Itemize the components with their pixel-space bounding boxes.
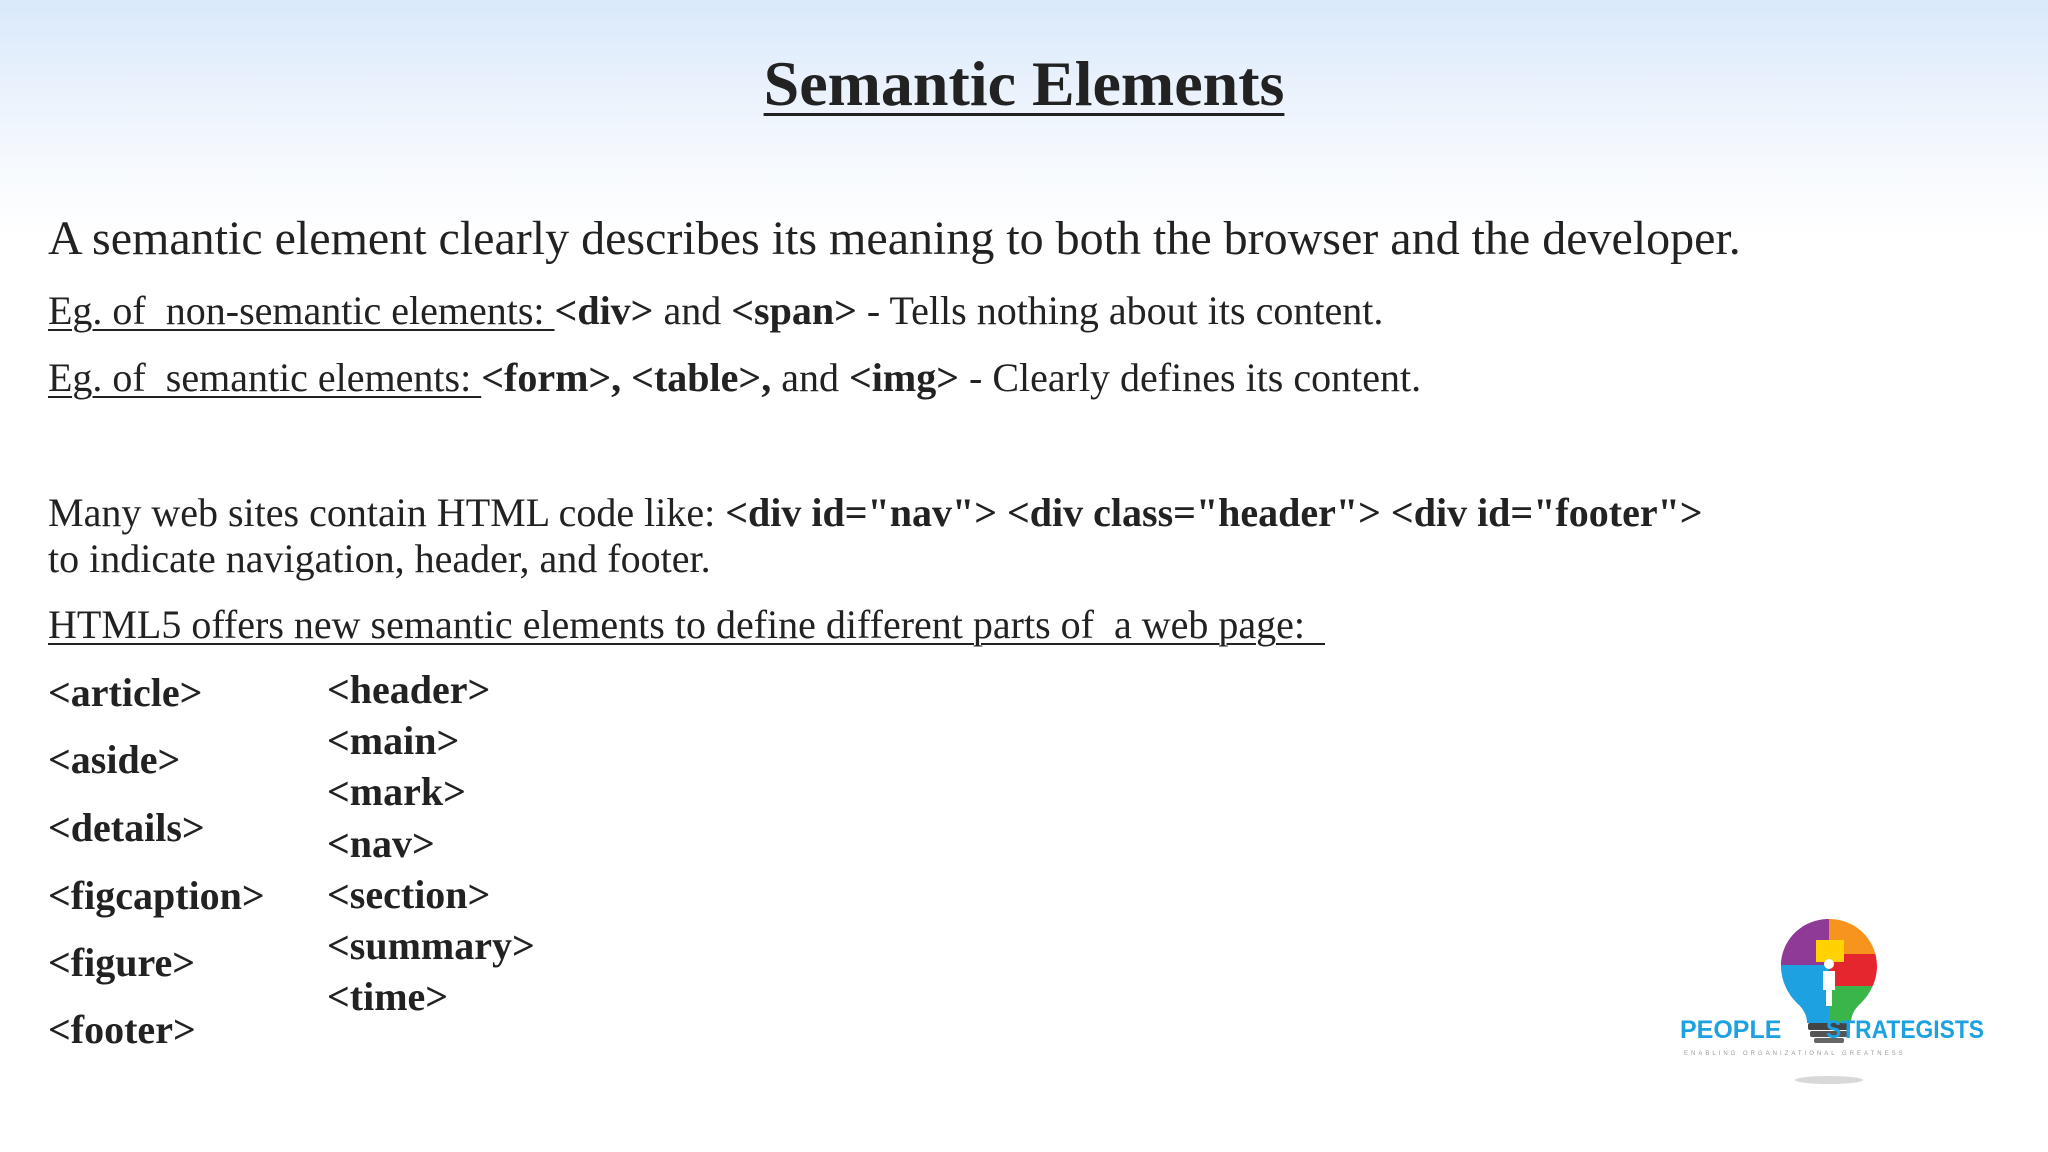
element-nav: <nav> [327, 821, 435, 866]
element-mark: <mark> [327, 769, 466, 814]
many-sites-prefix: Many web sites contain HTML code like: [48, 490, 726, 535]
and-text: and [771, 355, 849, 400]
non-semantic-description: - Tells nothing about its content. [856, 288, 1384, 333]
element-main: <main> [327, 718, 460, 763]
element-details: <details> [48, 805, 205, 850]
div-tag: <div> [554, 288, 654, 333]
element-article: <article> [48, 670, 203, 715]
img-tag: <img> [848, 355, 959, 400]
bulb-blue-piece [1778, 965, 1829, 1025]
logo-word-strategists: STRATEGISTS [1826, 1016, 1984, 1044]
div-code-example: <div id="nav"> <div class="header"> <div id="footer"> [725, 490, 1703, 535]
bulb-yellow-piece [1816, 940, 1844, 962]
element-section: <section> [327, 872, 491, 917]
html5-intro [48, 600, 1325, 650]
element-summary: <summary> [327, 923, 535, 968]
and-text: and [653, 288, 732, 333]
semantic-label: Eg. of semantic elements: [48, 355, 482, 400]
semantic-description: - Clearly defines its content. [959, 355, 1422, 400]
form-table-tags: <form>, <table>, [481, 355, 772, 400]
semantic-example [48, 353, 1421, 403]
many-sites-line-2: to indicate navigation, header, and footer. [48, 536, 711, 581]
intro-text: A semantic element clearly describes its meaning to both the browser and the developer. [48, 212, 1741, 265]
element-header: <header> [327, 667, 491, 712]
element-aside: <aside> [48, 737, 181, 782]
non-semantic-label: Eg. of non-semantic elements: [48, 288, 555, 333]
logo-word-people: PEOPLE [1680, 1016, 1782, 1044]
people-strategists-logo [1678, 910, 1988, 1090]
slide-title: Semantic Elements [763, 48, 1285, 119]
element-figcaption: <figcaption> [48, 873, 265, 918]
logo-tagline: ENABLING ORGANIZATIONAL GREATNESS [1684, 1051, 1906, 1057]
lightbulb-puzzle-icon [1678, 910, 1988, 1090]
many-sites-line [48, 488, 1703, 538]
non-semantic-example [48, 286, 1383, 336]
element-figure: <figure> [48, 940, 196, 985]
element-time: <time> [327, 974, 449, 1019]
span-tag: <span> [731, 288, 857, 333]
html5-intro-text: HTML5 offers new semantic elements to define different parts of a web page: [48, 602, 1325, 647]
element-footer: <footer> [48, 1007, 196, 1052]
